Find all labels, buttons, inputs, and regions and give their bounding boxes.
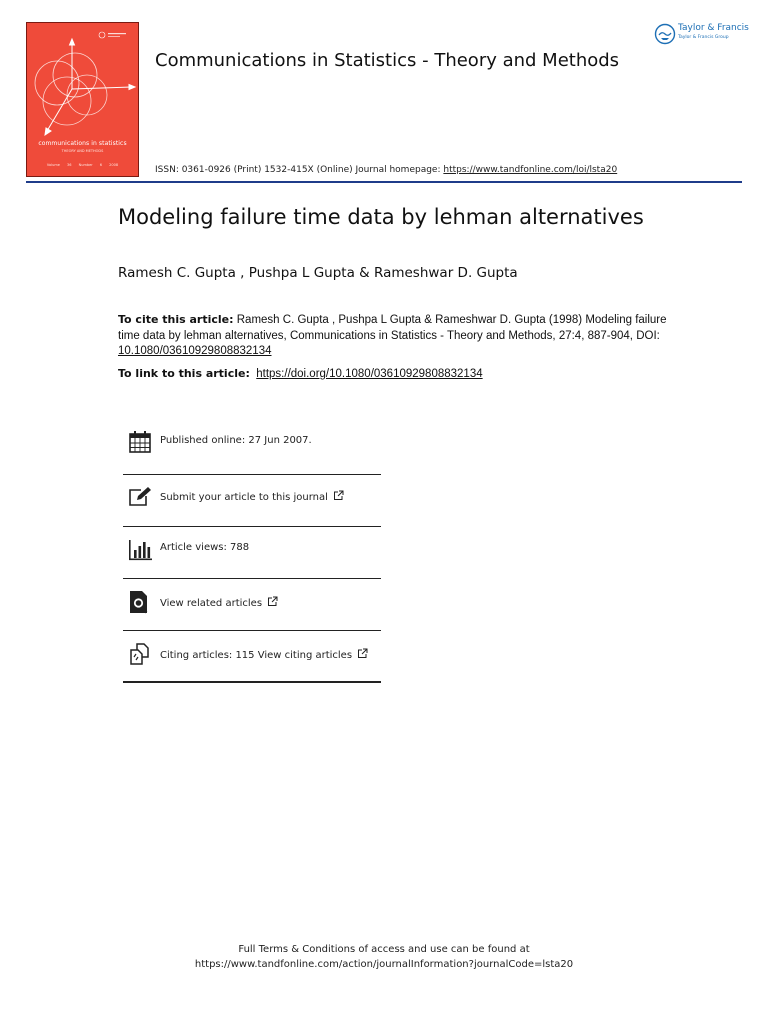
issn-line: [155, 165, 617, 175]
cover-meta: [27, 163, 138, 167]
article-link-line: [118, 367, 483, 380]
cover-subtitle: THEORY AND METHODS: [61, 149, 104, 153]
search-document-icon: [127, 589, 153, 615]
publisher-group: Taylor & Francis Group: [678, 35, 729, 40]
footer-terms-url[interactable]: https://www.tandfonline.com/action/journalInformation?journalCode=lsta20: [194, 959, 574, 970]
published-online-text: Published online: 27 Jun 2007.: [160, 435, 312, 446]
footer-terms-text: Full Terms & Conditions of access and use can be found at: [238, 944, 530, 955]
citing-articles-icon: [127, 641, 153, 667]
calendar-icon: [127, 429, 153, 455]
citation-text: Ramesh C. Gupta , Pushpa L Gupta & Rameshwar D. Gupta (1998) Modeling failure time data by lehman alternatives, Communications in Statistics - Theory and Methods, 27:4, 887-904, DOI:: [118, 314, 667, 342]
citing-articles-row[interactable]: [123, 631, 381, 683]
bar-chart-icon: [127, 538, 153, 564]
publisher-logo[interactable]: [654, 21, 749, 47]
published-online-row: [123, 420, 381, 475]
submit-article-row[interactable]: [123, 475, 381, 527]
external-link-icon: [333, 490, 344, 501]
doi-link[interactable]: 10.1080/03610929808832134: [118, 345, 272, 357]
link-label: To link to this article:: [118, 367, 250, 380]
article-url-link[interactable]: https://doi.org/10.1080/03610929808832134: [256, 368, 483, 380]
related-articles-link[interactable]: [160, 596, 278, 609]
article-title: Modeling failure time data by lehman alternatives: [118, 205, 644, 229]
footer: [0, 942, 768, 972]
publisher-name: Taylor & Francis: [678, 23, 749, 33]
article-info-list: [123, 420, 381, 683]
citing-articles-text: Citing articles: 115 View citing articles: [160, 650, 353, 661]
submit-article-link[interactable]: [160, 490, 344, 503]
journal-title: Communications in Statistics - Theory and Methods: [155, 50, 620, 71]
edit-icon: [127, 484, 153, 510]
submit-article-text: Submit your article to this journal: [160, 492, 328, 503]
issn-text: ISSN: 0361-0926 (Print) 1532-415X (Online) Journal homepage:: [155, 165, 441, 175]
citation-block: [118, 312, 668, 360]
cover-art-icon: [27, 23, 139, 177]
related-articles-text: View related articles: [160, 598, 263, 609]
cover-year: 2008: [109, 163, 119, 167]
cover-volume: Volume 36: [46, 163, 72, 167]
cover-number: Number 6: [78, 163, 103, 167]
publisher-logo-icon: [654, 23, 676, 45]
cover-title: communications in statistics: [38, 140, 127, 147]
citation-label: To cite this article:: [118, 313, 234, 326]
header-divider: [26, 181, 742, 183]
article-views-row: [123, 527, 381, 579]
journal-cover: [26, 22, 139, 177]
journal-homepage-link[interactable]: https://www.tandfonline.com/loi/lsta20: [443, 165, 618, 175]
article-views-text: Article views: 788: [160, 542, 250, 553]
external-link-icon: [267, 596, 278, 607]
article-authors: Ramesh C. Gupta , Pushpa L Gupta & Rameshwar D. Gupta: [118, 265, 518, 281]
external-link-icon: [357, 648, 368, 659]
citing-articles-link[interactable]: [160, 648, 368, 661]
related-articles-row[interactable]: [123, 579, 381, 631]
